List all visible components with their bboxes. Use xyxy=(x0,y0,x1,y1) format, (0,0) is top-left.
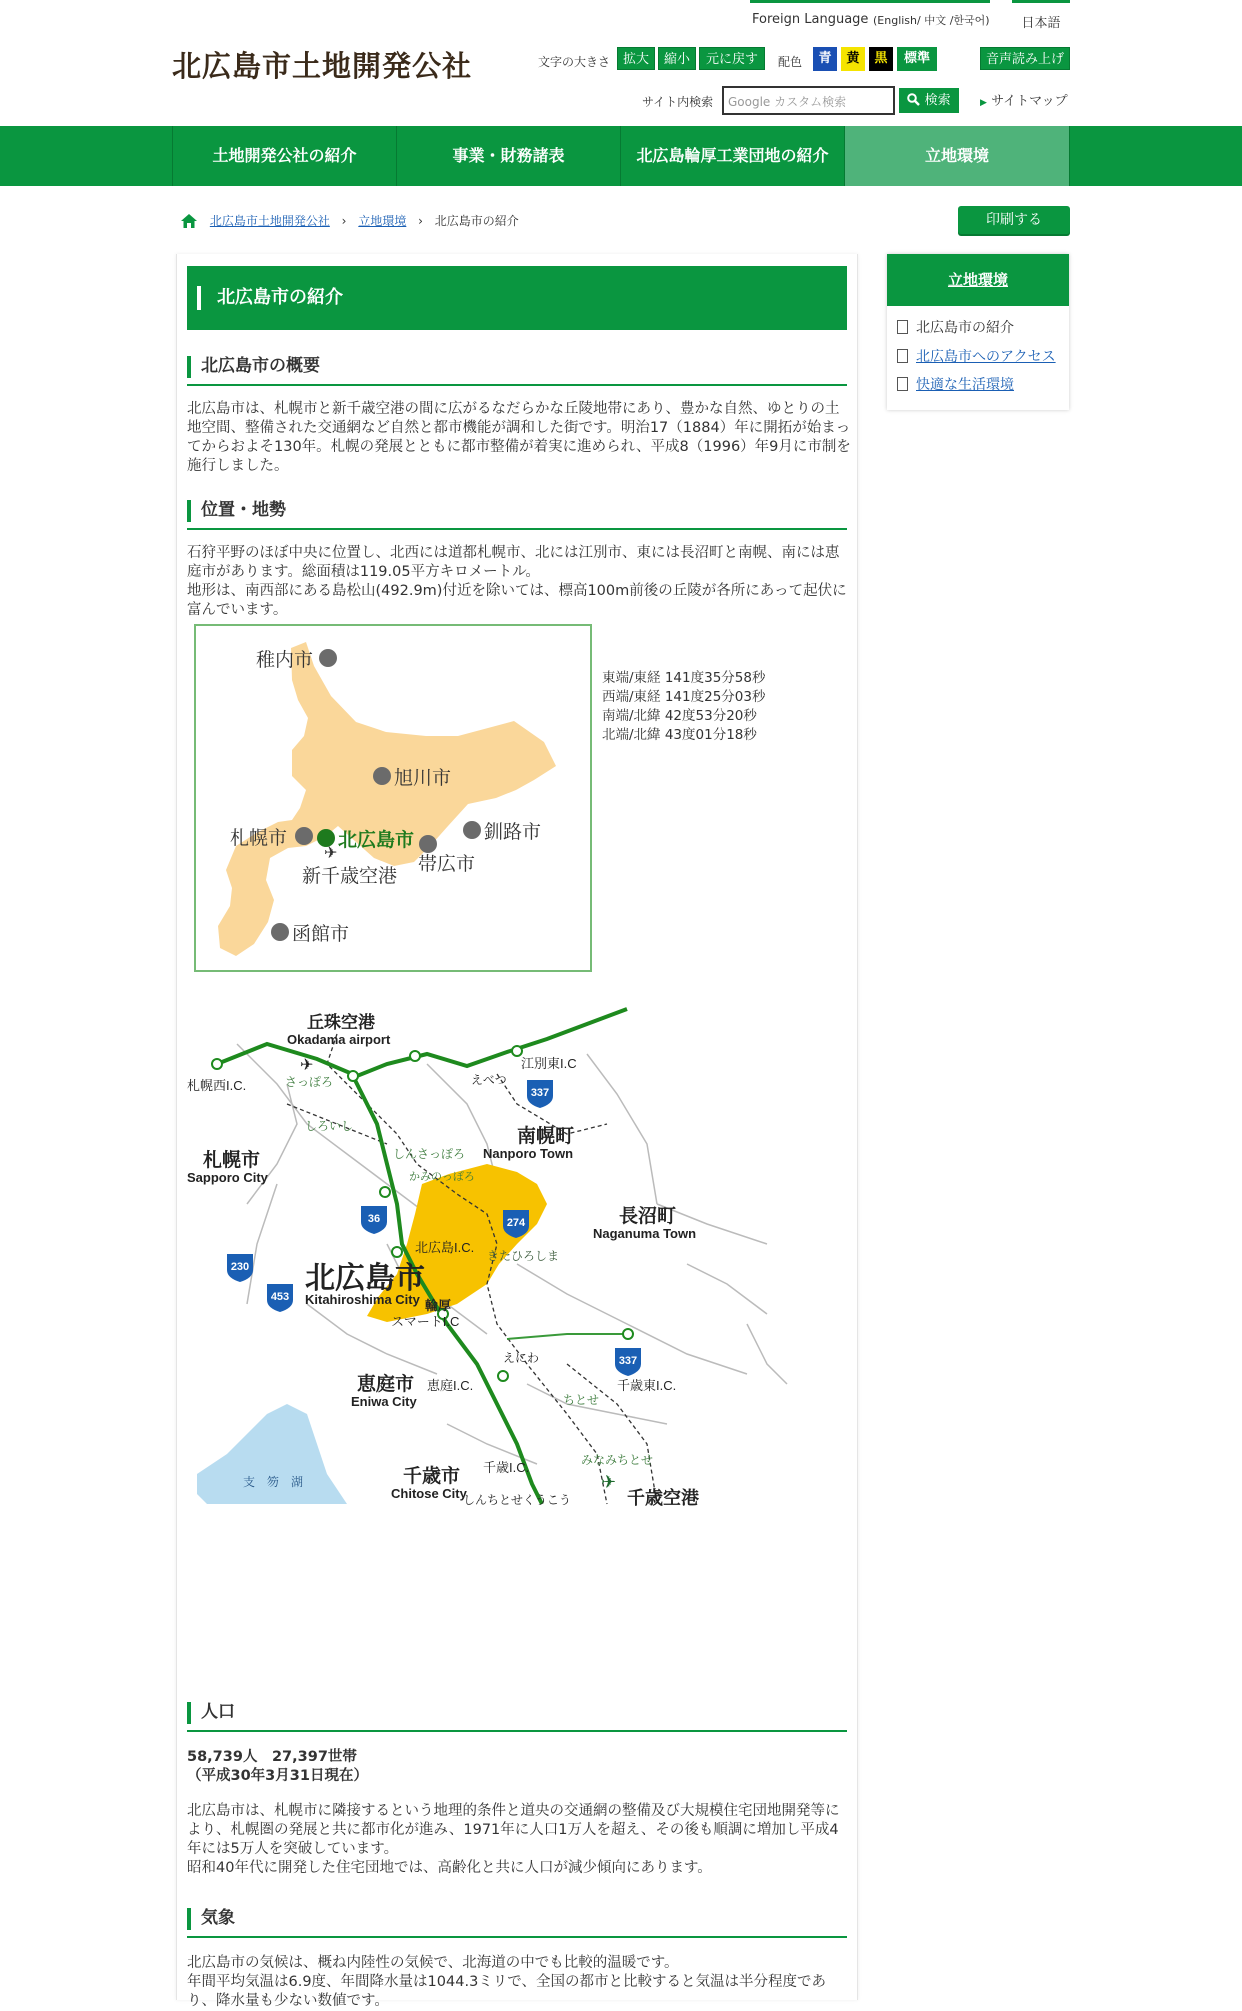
label-sapporo-en: Sapporo City xyxy=(187,1170,268,1185)
coordinate-north: 北端/北緯 43度01分18秒 xyxy=(602,727,757,743)
climate-text-1: 北広島市の気候は、概ね内陸性の気候で、北海道の中でも比較的温暖です。 xyxy=(187,1955,679,1971)
label-newchitose-jp: 千歳空港 xyxy=(627,1488,699,1509)
label-sapporo-nishi-ic: 札幌西I.C. xyxy=(187,1078,247,1093)
climate-text-2: 年間平均気温は6.9度、年間降水量は1044.3ミリで、全国の都市と比較すると気温は半分程度であり、降水量も少ない数値です。 xyxy=(187,1974,827,2009)
area-map xyxy=(187,1004,851,1509)
label-station-shinsapporo: しんさっぽろ xyxy=(393,1147,466,1161)
label-chitose-ic: 千歳I.C. xyxy=(483,1460,530,1475)
nav-item-corporation-intro[interactable]: 土地開発公社の紹介 xyxy=(172,126,396,186)
map-label-kitahiroshima: 北広島市 xyxy=(338,829,415,851)
document-icon xyxy=(897,377,908,391)
color-blue-button[interactable]: 青 xyxy=(813,47,837,71)
route-shield: 36 xyxy=(367,1213,381,1225)
color-scheme-label: 配色 xyxy=(778,55,803,69)
route-shield: 274 xyxy=(506,1217,526,1229)
population-stat: 58,739人 27,397世帯 xyxy=(187,1749,357,1765)
overview-text: 北広島市は、札幌市と新千歳空港の間に広がるなだらかな丘陵地帯にあり、豊かな自然、ゆとりの土地空間、整備された交通網など自然と都市機能が調和した街です。明治17（1884）年に開拓が始まってからおよそ130年。札幌の発展とともに都市整備が着実に進められ、平成8（1996）年9月に市制を施行しました。 xyxy=(187,401,851,474)
global-nav xyxy=(0,126,1242,186)
population-text-1: 北広島市は、札幌市に隣接するという地理的条件と道央の交通網の整備及び大規模住宅団地開発等により、札幌圏の発展と共に都市化が進み、1971年に人口1万人を超え、その後も順調に増加し平成4年には5万人を突破しています。 xyxy=(187,1803,840,1857)
home-icon[interactable] xyxy=(180,213,198,229)
color-standard-button[interactable]: 標準 xyxy=(897,47,937,71)
sidebar-item-living[interactable] xyxy=(897,374,1014,394)
label-station-sapporo: さっぽろ xyxy=(285,1075,334,1089)
label-naganuma-jp: 長沼町 xyxy=(619,1206,677,1227)
hokkaido-map xyxy=(194,624,592,972)
map-label-hakodate: 函館市 xyxy=(292,923,350,945)
foreign-language-options[interactable]: (English/ 中文 /한국어) xyxy=(873,14,990,27)
section-heading-location: 位置・地勢 xyxy=(187,494,847,530)
label-station-minamichitose: みなみちとせ xyxy=(581,1453,654,1467)
label-lake-shikotsu: 支 笏 湖 xyxy=(243,1475,304,1489)
site-title[interactable]: 北広島市土地開発公社 xyxy=(172,49,473,83)
map-label-asahikawa: 旭川市 xyxy=(394,767,452,789)
population-date: （平成30年3月31日現在） xyxy=(187,1768,368,1784)
coordinate-east: 東端/東経 141度35分58秒 xyxy=(602,670,766,686)
document-icon xyxy=(897,320,908,334)
label-station-chitose: ちとせ xyxy=(563,1393,600,1407)
font-shrink-button[interactable]: 縮小 xyxy=(658,47,696,70)
document-icon xyxy=(897,349,908,363)
breadcrumb-location-link[interactable]: 立地環境 xyxy=(358,214,407,228)
coordinate-west: 西端/東経 141度25分03秒 xyxy=(602,689,766,705)
population-text-2: 昭和40年代に開発した住宅団地では、高齢化と共に人口が減少傾向にあります。 xyxy=(187,1860,712,1876)
route-shield: 337 xyxy=(530,1087,550,1099)
foreign-language-label[interactable]: Foreign Language xyxy=(752,12,869,27)
label-station-kitahiroshima: きたひろしま xyxy=(487,1249,560,1263)
hokkaido-land xyxy=(218,642,556,956)
sidebar-item-label[interactable]: 北広島市へのアクセス xyxy=(916,349,1056,365)
airplane-icon: ✈ xyxy=(324,843,338,862)
section-heading-overview: 北広島市の概要 xyxy=(187,350,847,386)
label-wattsu-1: 輪厚 xyxy=(425,1298,452,1313)
sidebar-item-city-intro[interactable] xyxy=(897,317,1014,337)
nav-item-business-finance[interactable]: 事業・財務諸表 xyxy=(396,126,620,186)
label-station-kaminopporo: かみのっぽろ xyxy=(409,1171,475,1183)
label-chitose-higashi-ic: 千歳東I.C. xyxy=(617,1378,677,1393)
search-button-label: 検索 xyxy=(924,93,951,108)
font-reset-button[interactable]: 元に戻す xyxy=(699,47,765,70)
airplane-icon: ✈ xyxy=(601,1472,617,1493)
map-label-newchitose: 新千歳空港 xyxy=(302,865,398,887)
label-kitahiroshima-jp: 北広島市 xyxy=(305,1262,425,1295)
color-black-button[interactable]: 黒 xyxy=(869,47,893,71)
nav-item-industrial-park[interactable]: 北広島輪厚工業団地の紹介 xyxy=(620,126,844,186)
label-ebetsu-higashi-ic: 江別東I.C xyxy=(521,1056,577,1071)
breadcrumb-separator: › xyxy=(418,214,423,228)
sidebar xyxy=(887,254,1069,410)
site-header xyxy=(0,0,1242,126)
route-shield: 230 xyxy=(230,1261,250,1273)
lake-shikotsu xyxy=(197,1404,347,1504)
label-nanporo-jp: 南幌町 xyxy=(517,1126,575,1147)
coordinate-south: 南端/北緯 42度53分20秒 xyxy=(602,708,757,724)
route-shield: 453 xyxy=(270,1291,290,1303)
coordinates-list xyxy=(602,669,765,745)
label-eniwa-ic: 恵庭I.C. xyxy=(427,1378,474,1393)
location-text-1: 石狩平野のほぼ中央に位置し、北西には道都札幌市、北には江別市、東には長沼町と南幌、南には恵庭市があります。総面積は119.05平方キロメートル。 xyxy=(187,545,840,580)
search-icon xyxy=(907,93,920,106)
sidebar-heading[interactable]: 立地環境 xyxy=(887,254,1069,306)
label-eniwa-en: Eniwa City xyxy=(351,1394,417,1409)
label-eniwa-jp: 恵庭市 xyxy=(357,1374,415,1395)
label-kitahiroshima-ic: 北広島I.C. xyxy=(415,1240,475,1255)
label-naganuma-en: Naganuma Town xyxy=(593,1226,697,1241)
location-text-2: 地形は、南西部にある島松山(492.9m)付近を除いては、標高100m前後の丘陵が各所にあって起伏に富んでいます。 xyxy=(187,583,847,618)
sidebar-item-access[interactable] xyxy=(897,346,1056,366)
color-yellow-button[interactable]: 黄 xyxy=(841,47,865,71)
map-label-wakkanai: 稚内市 xyxy=(256,649,314,671)
label-station-shinchitose: しんちとせくうこう xyxy=(463,1493,572,1507)
font-enlarge-button[interactable]: 拡大 xyxy=(617,47,655,70)
sidebar-item-label: 北広島市の紹介 xyxy=(916,320,1014,336)
label-station-ebetsu: えべつ xyxy=(471,1073,507,1087)
label-okadama-en: Okadama airport xyxy=(287,1032,391,1047)
arrow-right-icon: ▶ xyxy=(980,98,987,108)
sidebar-item-label[interactable]: 快適な生活環境 xyxy=(916,377,1014,393)
voice-reading-button[interactable]: 音声読み上げ xyxy=(980,47,1070,70)
label-chitose-jp: 千歳市 xyxy=(403,1466,461,1487)
breadcrumb xyxy=(180,212,527,229)
search-input[interactable]: Google カスタム検索 xyxy=(722,86,895,115)
label-nanporo-en: Nanporo Town xyxy=(483,1146,574,1161)
font-size-label: 文字の大きさ xyxy=(538,55,611,69)
label-sapporo-jp: 札幌市 xyxy=(203,1150,261,1171)
route-shield: 337 xyxy=(618,1355,638,1367)
page-title: 北広島市の紹介 xyxy=(187,266,847,330)
section-heading-climate: 気象 xyxy=(187,1902,847,1938)
sitemap-label: サイトマップ xyxy=(991,94,1068,109)
map-label-obihiro: 帯広市 xyxy=(418,853,476,875)
map-label-kushiro: 釧路市 xyxy=(484,821,542,843)
label-chitose-en: Chitose City xyxy=(391,1486,467,1501)
japanese-link[interactable]: 日本語 xyxy=(1012,0,1070,30)
section-heading-population: 人口 xyxy=(187,1696,847,1732)
label-wattsu-2: スマートI.C xyxy=(391,1314,460,1329)
search-label: サイト内検索 xyxy=(642,95,714,109)
map-label-sapporo: 札幌市 xyxy=(230,827,288,849)
airplane-icon: ✈ xyxy=(300,1057,314,1074)
main-content xyxy=(176,254,858,2009)
nav-item-location[interactable]: 立地環境 xyxy=(844,126,1070,186)
print-button[interactable]: 印刷する xyxy=(958,206,1070,234)
label-okadama-jp: 丘珠空港 xyxy=(307,1013,375,1032)
label-kitahiroshima-en: Kitahiroshima City xyxy=(305,1292,420,1307)
sitemap-link[interactable] xyxy=(980,90,1068,109)
label-station-shiroishi: しろいし xyxy=(305,1119,354,1133)
breadcrumb-home-link[interactable]: 北広島市土地開発公社 xyxy=(209,214,330,228)
breadcrumb-separator: › xyxy=(341,214,347,228)
search-button[interactable] xyxy=(899,88,959,113)
breadcrumb-current: 北広島市の紹介 xyxy=(434,214,519,228)
foreign-language-link[interactable] xyxy=(750,0,990,30)
highway-link xyxy=(507,1334,627,1339)
label-station-eniwa: えにわ xyxy=(503,1351,540,1365)
